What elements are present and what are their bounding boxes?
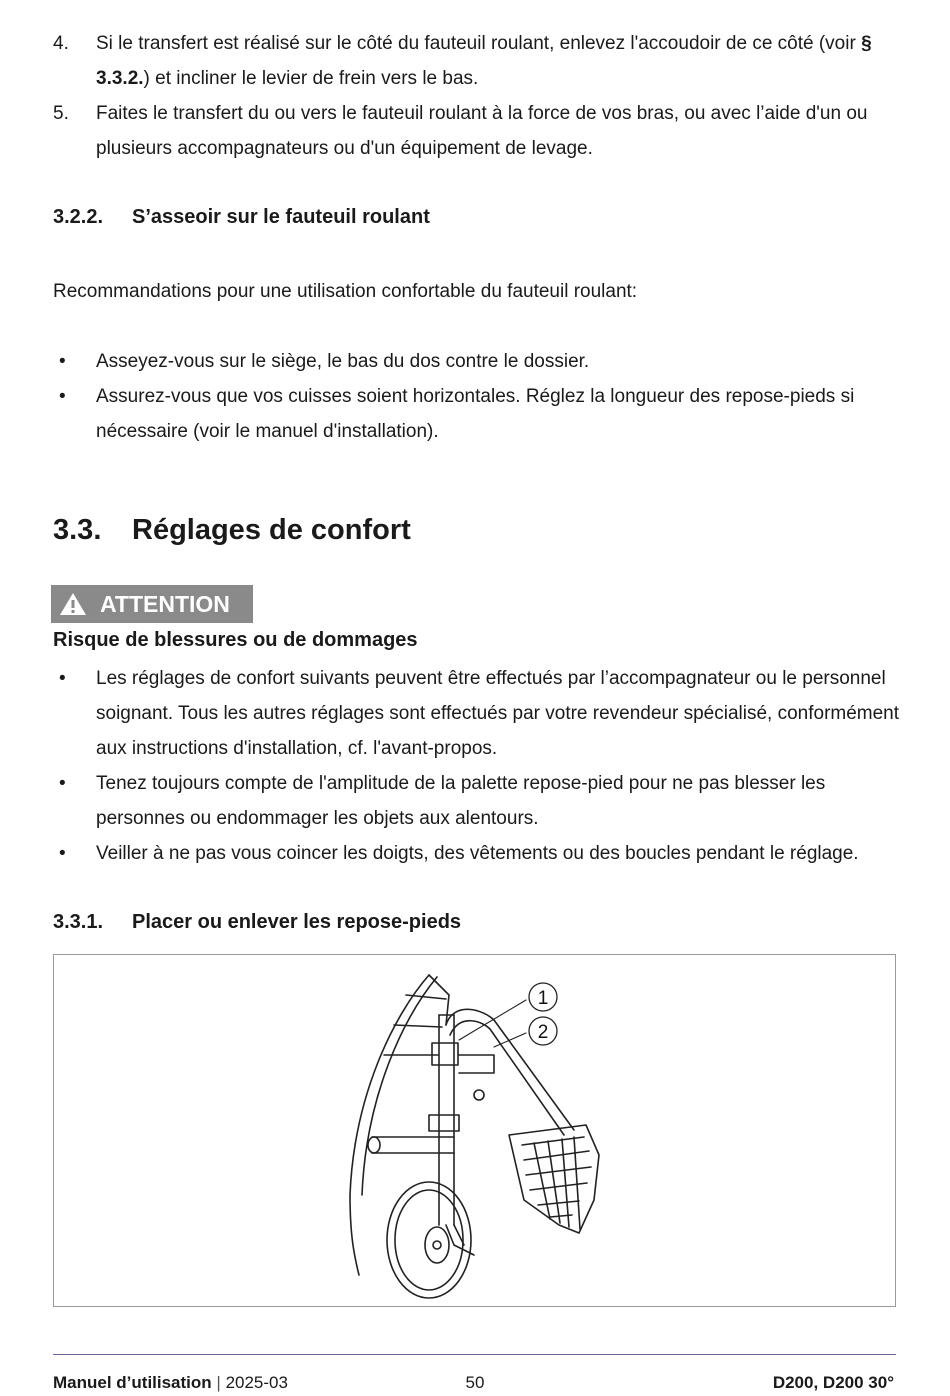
- list-item-text: Asseyez-vous sur le siège, le bas du dos contre le dossier.: [96, 351, 590, 372]
- list-item: • Veiller à ne pas vous coincer les doigts, des vêtements ou des boucles pendant le réglage.: [59, 843, 859, 864]
- footer-doc-title: Manuel d’utilisation: [53, 1373, 212, 1392]
- step-number: 5.: [53, 103, 69, 124]
- recommendations-list: [53, 344, 903, 449]
- recommendations-intro: Recommandations pour une utilisation confortable du fauteuil roulant:: [53, 281, 638, 302]
- step-number: 4.: [53, 33, 69, 54]
- list-item: • Asseyez-vous sur le siège, le bas du dos contre le dossier.: [59, 351, 590, 372]
- footer-model: D200, D200 30°: [772, 1373, 894, 1392]
- list-item-text: Veiller à ne pas vous coincer les doigts, des vêtements ou des boucles pendant le réglage.: [96, 843, 859, 864]
- footer-divider: [53, 1354, 896, 1355]
- section-title: S’asseoir sur le fauteuil roulant: [132, 206, 430, 228]
- page-number: 50: [465, 1373, 485, 1392]
- footrest-figure: [53, 954, 896, 1307]
- footer-separator: |: [216, 1373, 221, 1392]
- callout-1: [529, 983, 557, 1011]
- warning-triangle-icon: [59, 592, 87, 616]
- section-number: 3.2.2.: [53, 206, 104, 228]
- step-5: [53, 96, 903, 166]
- section-reference-link[interactable]: § 3.3.2.: [96, 33, 872, 89]
- list-item-text: Assurez-vous que vos cuisses soient horizontales. Réglez la longueur des repose-pieds si nécessaire (voir le manuel d'installation).: [96, 386, 855, 442]
- list-item: • Assurez-vous que vos cuisses soient horizontales. Réglez la longueur des repose-pieds si nécessaire (voir le manuel d'installation).: [59, 386, 855, 442]
- step-text: ) et incliner le levier de frein vers le bas.: [143, 68, 479, 89]
- step-4: [53, 26, 903, 96]
- attention-label: ATTENTION: [100, 590, 230, 617]
- list-item: • Les réglages de confort suivants peuvent être effectués par l’accompagnateur ou le personnel soignant. Tous les autres réglages sont effectués par votre revendeur spécialisé, conformément aux instructions d'installation, cf. l'avant-propos.: [59, 668, 900, 759]
- list-item-text: Les réglages de confort suivants peuvent être effectués par l’accompagnateur ou le personnel soignant. Tous les autres réglages sont effectués par votre revendeur spécialisé, conformément aux instructions d'installation, cf. l'avant-propos.: [96, 668, 900, 759]
- risk-title: Risque de blessures ou de dommages: [53, 629, 418, 651]
- section-heading-3-3-1: [53, 911, 461, 934]
- section-heading-3-2-2: [53, 206, 430, 229]
- list-item: • Tenez toujours compte de l'amplitude de la palette repose-pied pour ne pas blesser les personnes ou endommager les objets aux alentours.: [59, 773, 826, 829]
- section-heading-3-3: [53, 514, 411, 547]
- footer-date: 2025-03: [225, 1373, 288, 1392]
- section-title: Réglages de confort: [132, 514, 411, 546]
- transfer-steps-list: [53, 26, 903, 166]
- section-number: 3.3.1.: [53, 911, 104, 933]
- attention-banner: [51, 585, 253, 623]
- wheelchair-footrest-illustration: [54, 955, 895, 1306]
- step-text: Si le transfert est réalisé sur le côté du fauteuil roulant, enlevez l'accoudoir de ce côté (voir: [96, 33, 862, 54]
- callout-2: [529, 1017, 557, 1045]
- section-title: Placer ou enlever les repose-pieds: [132, 911, 462, 933]
- callout-1-label: 1: [537, 988, 549, 1009]
- callout-2-label: 2: [537, 1022, 549, 1043]
- list-item-text: Tenez toujours compte de l'amplitude de la palette repose-pied pour ne pas blesser les personnes ou endommager les objets aux alentours.: [96, 773, 826, 829]
- step-text: Faites le transfert du ou vers le fauteuil roulant à la force de vos bras, ou avec l’aide d'un ou plusieurs accompagnateurs ou d'un équipement de levage.: [96, 103, 868, 159]
- section-number: 3.3.: [53, 514, 102, 546]
- risk-list: [53, 661, 903, 871]
